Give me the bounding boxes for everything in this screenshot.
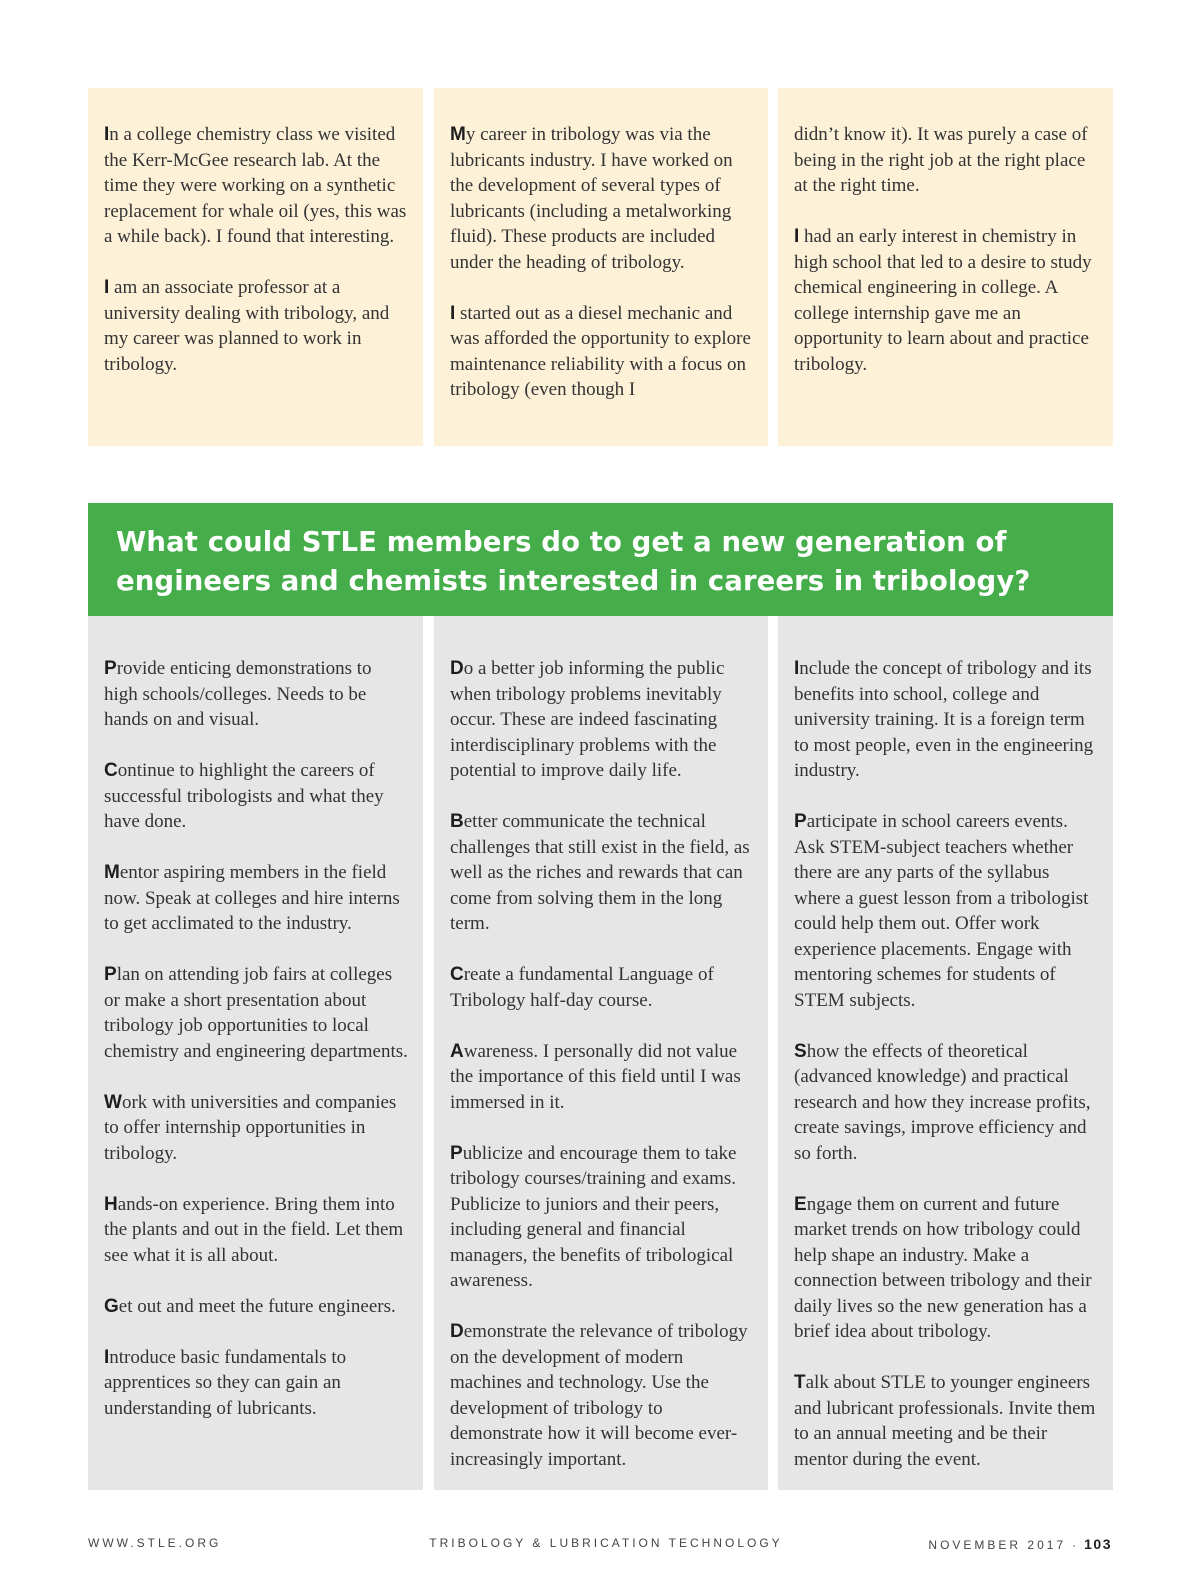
footer-issue: NOVEMBER 2017 (928, 1538, 1067, 1552)
paragraph-text: emonstrate the relevance of tribology on the development of modern machines and technology. Use the development of tribology to demonstrate how it will become ever-increasingly important. (450, 1321, 748, 1470)
bottom-paragraph (794, 1370, 1099, 1472)
footer-page-number: 103 (1084, 1536, 1112, 1552)
lead-initial: I (794, 226, 800, 247)
lead-initial: D (450, 658, 464, 679)
paragraph-text: ands-on experience. Bring them into the plants and out in the field. Let them see what it is all about. (104, 1193, 404, 1266)
lead-initial: T (794, 1372, 806, 1393)
lead-initial: P (104, 658, 117, 679)
paragraph-text: y career in tribology was via the lubricants industry. I have worked on the development of several types of lubricants (including a metalworking fluid). These products are included under the heading of tribology. (450, 124, 733, 273)
bottom-column-3 (778, 616, 1113, 1490)
lead-initial: E (794, 1193, 807, 1215)
bottom-paragraph (104, 1294, 409, 1320)
bottom-paragraph (450, 656, 754, 784)
paragraph-text: started out as a diesel mechanic and was afforded the opportunity to explore maintenance reliability with a focus on tribology (even though I (450, 302, 751, 400)
bottom-paragraph (794, 1039, 1099, 1167)
paragraph-text: lan on attending job fairs at colleges or make a short presentation about tribology job opportunities to local chemistry and engineering departments. (104, 964, 408, 1062)
paragraph-text: ork with universities and companies to offer internship opportunities in tribology. (104, 1091, 397, 1164)
lead-initial: W (104, 1091, 122, 1113)
lead-initial: S (794, 1040, 807, 1062)
paragraph-text: n a college chemistry class we visited the Kerr-McGee research lab. At the time they were working on a synthetic replacement for whale oil (yes, this was a while back). I found that interesting. (104, 124, 407, 247)
paragraph-text: nclude the concept of tribology and its benefits into school, college and university training. It is a foreign term to most people, even in the engineering industry. (794, 658, 1094, 781)
paragraph-text: had an early interest in chemistry in high school that led to a desire to study chemical engineering in college. A college internship gave me an opportunity to learn about and practice tribology. (794, 226, 1092, 375)
bottom-paragraph (450, 809, 754, 937)
lead-initial: I (104, 124, 110, 145)
bottom-paragraph (450, 1319, 754, 1472)
lead-initial: I (104, 1346, 110, 1368)
lead-initial: D (450, 1321, 464, 1342)
paragraph-text: wareness. I personally did not value the importance of this field until I was immersed in it. (450, 1040, 741, 1113)
lead-initial: P (794, 811, 807, 832)
bottom-paragraph (450, 962, 754, 1013)
top-paragraph (794, 122, 1099, 199)
paragraph-text: ublicize and encourage them to take tribology courses/training and exams. Publicize to juniors and their peers, including general and financial managers, the benefits of tribological awareness. (450, 1142, 737, 1291)
lead-initial: I (104, 277, 110, 298)
bottom-column-2 (434, 616, 768, 1490)
paragraph-text: entor aspiring members in the field now. Speak at colleges and hire interns to get acclimated to the industry. (104, 862, 400, 934)
question-banner (88, 503, 1113, 616)
top-paragraph (794, 224, 1099, 377)
footer-website: WWW.STLE.ORG (88, 1536, 222, 1550)
lead-initial: I (794, 658, 800, 679)
paragraph-text: ntroduce basic fundamentals to apprentices so they can gain an understanding of lubricants. (104, 1346, 347, 1419)
paragraph-text: ontinue to highlight the careers of successful tribologists and what they have done. (104, 760, 384, 832)
paragraph-text: et out and meet the future engineers. (118, 1295, 396, 1317)
lead-initial: H (104, 1193, 118, 1215)
bottom-paragraph (104, 758, 409, 835)
bottom-paragraph (104, 1345, 409, 1422)
top-column-1 (88, 88, 423, 446)
bottom-paragraph (104, 1090, 409, 1167)
paragraph-text: ngage them on current and future market trends on how tribology could help shape an industry. Make a connection between tribology and their daily lives so the new generation has a brief idea about tribology. (794, 1193, 1092, 1342)
bottom-paragraph (104, 962, 409, 1064)
lead-initial: M (104, 862, 120, 883)
paragraph-text: articipate in school careers events. Ask STEM-subject teachers whether there are any parts of the syllabus where a guest lesson from a tribologist could help them out. Offer work experience placements. Engage with mentoring schemes for students of STEM subjects. (794, 811, 1089, 1011)
bottom-paragraph (794, 809, 1099, 1013)
lead-initial: B (450, 811, 464, 832)
bottom-paragraph (104, 1192, 409, 1269)
bottom-paragraph (104, 860, 409, 937)
paragraph-text: reate a fundamental Language of Tribology half-day course. (450, 964, 714, 1011)
lead-initial: P (104, 964, 117, 985)
lead-initial: C (450, 964, 464, 985)
bottom-paragraph (794, 656, 1099, 784)
lead-initial: G (104, 1295, 119, 1317)
top-column-3 (778, 88, 1113, 446)
banner-title: What could STLE members do to get a new generation of engineers and chemists interested in careers in tribology? (116, 526, 1031, 597)
top-paragraph (104, 275, 409, 377)
lead-initial: C (104, 760, 118, 781)
top-paragraph (104, 122, 409, 250)
paragraph-text: how the effects of theoretical (advanced knowledge) and practical research and how they increase profits, create savings, improve efficiency and so forth. (794, 1040, 1091, 1164)
paragraph-text: didn’t know it). It was purely a case of being in the right job at the right place at the right time. (794, 124, 1088, 196)
paragraph-text: etter communicate the technical challenges that still exist in the field, as well as the riches and rewards that can come from solving them in the long term. (450, 811, 750, 934)
top-paragraph (450, 301, 754, 403)
top-column-2 (434, 88, 768, 446)
bottom-paragraph (794, 1192, 1099, 1345)
bottom-column-1 (88, 616, 423, 1490)
footer-publication: TRIBOLOGY & LUBRICATION TECHNOLOGY (429, 1536, 783, 1550)
paragraph-text: am an associate professor at a university dealing with tribology, and my career was planned to work in tribology. (104, 277, 390, 375)
paragraph-text: rovide enticing demonstrations to high schools/colleges. Needs to be hands on and visual. (104, 658, 372, 730)
footer-separator: · (1072, 1538, 1077, 1552)
lead-initial: M (450, 124, 466, 145)
top-paragraph (450, 122, 754, 275)
paragraph-text: alk about STLE to younger engineers and lubricant professionals. Invite them to an annual meeting and be their mentor during the event. (794, 1372, 1096, 1470)
lead-initial: P (450, 1142, 463, 1164)
lead-initial: A (450, 1040, 464, 1062)
bottom-paragraph (104, 656, 409, 733)
footer-issue-page (928, 1536, 1112, 1552)
bottom-paragraph (450, 1039, 754, 1116)
lead-initial: I (450, 302, 456, 324)
paragraph-text: o a better job informing the public when tribology problems inevitably occur. These are indeed fascinating interdisciplinary problems with the potential to improve daily life. (450, 658, 725, 781)
bottom-paragraph (450, 1141, 754, 1294)
